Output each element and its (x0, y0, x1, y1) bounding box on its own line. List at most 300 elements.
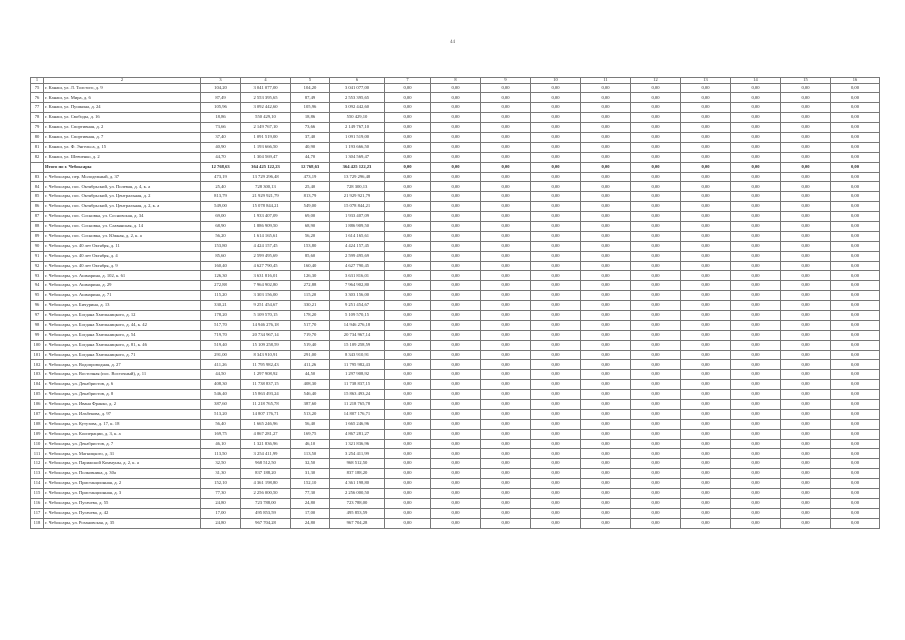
zero-value-cell: 0,00 (631, 202, 681, 212)
zero-value-cell: 0,00 (385, 340, 431, 350)
table-row (31, 182, 880, 192)
zero-value-cell: 0,00 (385, 271, 431, 281)
table-row (31, 251, 880, 261)
zero-value-cell: 0,00 (581, 83, 631, 93)
value-cell: 5 109 570,15 (330, 310, 385, 320)
value-cell: 4 627 790,45 (330, 261, 385, 271)
value-cell: 967 704,28 (330, 518, 385, 528)
zero-value-cell: 0,00 (631, 459, 681, 469)
zero-value-cell: 0,00 (731, 400, 781, 410)
zero-value-cell: 0,00 (681, 380, 731, 390)
value-cell: 473,19 (201, 172, 241, 182)
table-body (31, 78, 880, 529)
zero-value-cell: 0,00 (831, 459, 880, 469)
zero-value-cell: 0,00 (431, 192, 481, 202)
zero-value-cell: 0,00 (481, 152, 531, 162)
address-cell: г. Чебоксары, ул. Декабристов, д. 6 (44, 380, 201, 390)
row-number: 85 (31, 192, 44, 202)
zero-value-cell: 0,00 (581, 380, 631, 390)
zero-value-cell: 0,00 (581, 202, 631, 212)
zero-value-cell: 0,00 (831, 350, 880, 360)
address-cell: г. Чебоксары, ул. Кутузова, д. 17, к. 18 (44, 419, 201, 429)
value-cell: 73,66 (201, 123, 241, 133)
zero-value-cell: 0,00 (531, 123, 581, 133)
zero-value-cell: 0,00 (581, 409, 631, 419)
zero-value-cell: 0,00 (731, 380, 781, 390)
zero-value-cell: 0,00 (831, 162, 880, 172)
row-number: 90 (31, 241, 44, 251)
zero-value-cell: 0,00 (431, 93, 481, 103)
zero-value-cell: 0,00 (481, 479, 531, 489)
zero-value-cell: 0,00 (831, 231, 880, 241)
zero-value-cell: 0,00 (781, 152, 831, 162)
address-cell: г. Чебоксары, ул. Ильбекова, д. 97 (44, 409, 201, 419)
zero-value-cell: 0,00 (481, 103, 531, 113)
address-cell: г. Чебоксары, ул. Восточная (пос. Восточный), д. 11 (44, 370, 201, 380)
zero-value-cell: 0,00 (631, 93, 681, 103)
row-number: 76 (31, 93, 44, 103)
value-cell: 968 512,50 (330, 459, 385, 469)
zero-value-cell: 0,00 (531, 93, 581, 103)
row-number: 79 (31, 123, 44, 133)
zero-value-cell: 0,00 (831, 409, 880, 419)
value-cell: 169,75 (291, 429, 330, 439)
zero-value-cell: 0,00 (385, 449, 431, 459)
zero-value-cell: 0,00 (831, 221, 880, 231)
address-cell: г. Чебоксары, ул. Ашмарина, д. 102, к. 61 (44, 271, 201, 281)
value-cell: 160,40 (291, 261, 330, 271)
zero-value-cell: 0,00 (581, 508, 631, 518)
zero-value-cell: 0,00 (731, 360, 781, 370)
zero-value-cell: 0,00 (781, 330, 831, 340)
table-row (31, 439, 880, 449)
value-cell: 31,30 (291, 469, 330, 479)
zero-value-cell: 0,00 (481, 360, 531, 370)
zero-value-cell: 0,00 (581, 479, 631, 489)
table-row (31, 301, 880, 311)
zero-value-cell: 0,00 (731, 83, 781, 93)
zero-value-cell: 0,00 (731, 489, 781, 499)
row-number: 89 (31, 231, 44, 241)
zero-value-cell: 0,00 (581, 281, 631, 291)
table-row (31, 459, 880, 469)
zero-value-cell: 0,00 (531, 172, 581, 182)
value-cell: 1 297 908,92 (241, 370, 291, 380)
zero-value-cell: 0,00 (581, 390, 631, 400)
table-row (31, 409, 880, 419)
value-cell: 77,30 (201, 489, 241, 499)
zero-value-cell: 0,00 (831, 241, 880, 251)
address-cell: г. Канаш, ул. Мира, д. 6 (44, 93, 201, 103)
zero-value-cell: 0,00 (681, 192, 731, 202)
column-header: 10 (531, 78, 581, 84)
zero-value-cell: 0,00 (431, 489, 481, 499)
zero-value-cell: 0,00 (831, 152, 880, 162)
zero-value-cell: 0,00 (431, 390, 481, 400)
zero-value-cell: 0,00 (581, 123, 631, 133)
value-cell: 24,80 (291, 498, 330, 508)
zero-value-cell: 0,00 (631, 291, 681, 301)
address-cell: г. Чебоксары, ул. Кооперации, д. 3, к. а (44, 429, 201, 439)
zero-value-cell: 0,00 (531, 291, 581, 301)
zero-value-cell: 0,00 (731, 152, 781, 162)
zero-value-cell: 0,00 (731, 162, 781, 172)
zero-value-cell: 0,00 (681, 142, 731, 152)
total-row (31, 162, 880, 172)
zero-value-cell: 0,00 (581, 439, 631, 449)
value-cell: 56,20 (291, 231, 330, 241)
value-cell: 2 256 000,50 (330, 489, 385, 499)
value-cell: 9 251 454,67 (330, 301, 385, 311)
value-cell: 15 109 258,59 (330, 340, 385, 350)
value-cell: 11 218 765,78 (241, 400, 291, 410)
zero-value-cell: 0,00 (731, 113, 781, 123)
column-header: 5 (291, 78, 330, 84)
zero-value-cell: 0,00 (681, 212, 731, 222)
zero-value-cell: 0,00 (385, 518, 431, 528)
address-cell: г. Чебоксары, ул. Декабристов, д. 8 (44, 390, 201, 400)
row-number: 96 (31, 301, 44, 311)
row-number: 107 (31, 409, 44, 419)
value-cell: 69,00 (201, 212, 241, 222)
zero-value-cell: 0,00 (631, 400, 681, 410)
zero-value-cell: 0,00 (581, 489, 631, 499)
zero-value-cell: 0,00 (481, 182, 531, 192)
row-number: 113 (31, 469, 44, 479)
zero-value-cell: 0,00 (531, 400, 581, 410)
zero-value-cell: 0,00 (531, 439, 581, 449)
zero-value-cell: 0,00 (681, 202, 731, 212)
zero-value-cell: 0,00 (731, 93, 781, 103)
zero-value-cell: 0,00 (631, 261, 681, 271)
value-cell: 3 303 156,00 (241, 291, 291, 301)
row-number: 84 (31, 182, 44, 192)
value-cell: 519,40 (201, 340, 241, 350)
address-cell: г. Чебоксары, ул. Богдана Хмельницкого, д. 12 (44, 310, 201, 320)
zero-value-cell: 0,00 (385, 370, 431, 380)
zero-value-cell: 0,00 (781, 162, 831, 172)
zero-value-cell: 0,00 (531, 202, 581, 212)
zero-value-cell: 0,00 (431, 459, 481, 469)
address-cell: г. Канаш, ул. Шевченко, д. 2 (44, 152, 201, 162)
value-cell: 31,30 (201, 469, 241, 479)
zero-value-cell: 0,00 (431, 340, 481, 350)
zero-value-cell: 0,00 (385, 123, 431, 133)
zero-value-cell: 0,00 (581, 162, 631, 172)
value-cell: 46,10 (291, 439, 330, 449)
zero-value-cell: 0,00 (731, 350, 781, 360)
zero-value-cell: 0,00 (631, 350, 681, 360)
zero-value-cell: 0,00 (581, 469, 631, 479)
zero-value-cell: 0,00 (481, 370, 531, 380)
column-header: 1 (31, 78, 44, 84)
zero-value-cell: 0,00 (731, 479, 781, 489)
zero-value-cell: 0,00 (431, 142, 481, 152)
value-cell: 364 425 122,23 (330, 162, 385, 172)
zero-value-cell: 0,00 (385, 419, 431, 429)
table-row (31, 271, 880, 281)
zero-value-cell: 0,00 (481, 202, 531, 212)
zero-value-cell: 0,00 (831, 172, 880, 182)
value-cell: 37,40 (201, 132, 241, 142)
column-header: 9 (481, 78, 531, 84)
value-cell: 152,10 (201, 479, 241, 489)
zero-value-cell: 0,00 (731, 508, 781, 518)
page-number: 44 (450, 40, 455, 45)
value-cell: 14 807 176,71 (330, 409, 385, 419)
zero-value-cell: 0,00 (731, 123, 781, 133)
value-cell: 44,70 (291, 152, 330, 162)
zero-value-cell: 0,00 (531, 231, 581, 241)
zero-value-cell: 0,00 (681, 172, 731, 182)
zero-value-cell: 0,00 (731, 301, 781, 311)
zero-value-cell: 0,00 (481, 113, 531, 123)
value-cell: 126,30 (201, 271, 241, 281)
zero-value-cell: 0,00 (831, 291, 880, 301)
zero-value-cell: 0,00 (431, 291, 481, 301)
zero-value-cell: 0,00 (481, 93, 531, 103)
zero-value-cell: 0,00 (781, 271, 831, 281)
zero-value-cell: 0,00 (385, 103, 431, 113)
zero-value-cell: 0,00 (831, 310, 880, 320)
address-cell: г. Чебоксары, пос. Сосновка, ул. Сосновская, д. 34 (44, 212, 201, 222)
zero-value-cell: 0,00 (581, 498, 631, 508)
zero-value-cell: 0,00 (781, 93, 831, 103)
zero-value-cell: 0,00 (681, 330, 731, 340)
value-cell: 387,60 (291, 400, 330, 410)
value-cell: 113,50 (201, 449, 241, 459)
row-number: 88 (31, 221, 44, 231)
zero-value-cell: 0,00 (781, 221, 831, 231)
table-row (31, 330, 880, 340)
zero-value-cell: 0,00 (431, 508, 481, 518)
zero-value-cell: 0,00 (581, 459, 631, 469)
zero-value-cell: 0,00 (831, 489, 880, 499)
value-cell: 32,50 (201, 459, 241, 469)
value-cell: 178,20 (291, 310, 330, 320)
zero-value-cell: 0,00 (731, 271, 781, 281)
value-cell: 3 041 077,00 (241, 83, 291, 93)
address-cell: г. Канаш, ул. Свободы, д. 16 (44, 113, 201, 123)
table-row (31, 231, 880, 241)
zero-value-cell: 0,00 (631, 508, 681, 518)
value-cell: 387,60 (201, 400, 241, 410)
value-cell: 728 300,13 (241, 182, 291, 192)
address-cell: Итого по г. Чебоксары (44, 162, 201, 172)
zero-value-cell: 0,00 (681, 103, 731, 113)
zero-value-cell: 0,00 (481, 390, 531, 400)
zero-value-cell: 0,00 (431, 182, 481, 192)
row-number: 108 (31, 419, 44, 429)
zero-value-cell: 0,00 (385, 291, 431, 301)
zero-value-cell: 0,00 (531, 221, 581, 231)
zero-value-cell: 0,00 (781, 459, 831, 469)
value-cell: 546,40 (291, 390, 330, 400)
value-cell: 364 425 122,23 (241, 162, 291, 172)
zero-value-cell: 0,00 (481, 261, 531, 271)
zero-value-cell: 0,00 (385, 162, 431, 172)
value-cell: 411,26 (201, 360, 241, 370)
address-cell: г. Чебоксары, ул. Богдана Хмельницкого, д. 81, к. 46 (44, 340, 201, 350)
zero-value-cell: 0,00 (531, 162, 581, 172)
table-row (31, 400, 880, 410)
zero-value-cell: 0,00 (385, 182, 431, 192)
table-row (31, 449, 880, 459)
value-cell: 18,86 (291, 113, 330, 123)
address-cell: г. Чебоксары, ул. Пристанционная, д. 3 (44, 489, 201, 499)
table-row (31, 489, 880, 499)
zero-value-cell: 0,00 (681, 320, 731, 330)
value-cell: 153,80 (201, 241, 241, 251)
address-cell: г. Чебоксары, ул. Парижской Коммуны, д. 2, к. а (44, 459, 201, 469)
zero-value-cell: 0,00 (681, 291, 731, 301)
zero-value-cell: 0,00 (631, 172, 681, 182)
address-cell: г. Чебоксары, пос. Октябрьский, ул. Центральная, д. 2, к. а (44, 202, 201, 212)
zero-value-cell: 0,00 (531, 489, 581, 499)
zero-value-cell: 0,00 (731, 142, 781, 152)
column-header: 4 (241, 78, 291, 84)
table-row (31, 93, 880, 103)
zero-value-cell: 0,00 (385, 380, 431, 390)
row-number: 114 (31, 479, 44, 489)
value-cell: 8 343 910,91 (330, 350, 385, 360)
zero-value-cell: 0,00 (781, 103, 831, 113)
zero-value-cell: 0,00 (431, 429, 481, 439)
value-cell: 11 795 982,43 (330, 360, 385, 370)
zero-value-cell: 0,00 (385, 202, 431, 212)
zero-value-cell: 0,00 (531, 390, 581, 400)
zero-value-cell: 0,00 (385, 508, 431, 518)
value-cell: 24,80 (201, 518, 241, 528)
column-header: 14 (731, 78, 781, 84)
zero-value-cell: 0,00 (431, 320, 481, 330)
zero-value-cell: 0,00 (781, 142, 831, 152)
zero-value-cell: 0,00 (631, 123, 681, 133)
zero-value-cell: 0,00 (531, 103, 581, 113)
value-cell: 1 321 836,96 (330, 439, 385, 449)
table-row (31, 508, 880, 518)
zero-value-cell: 0,00 (731, 231, 781, 241)
value-cell: 14 946 276,18 (241, 320, 291, 330)
zero-value-cell: 0,00 (481, 350, 531, 360)
value-cell: 7 964 902,80 (241, 281, 291, 291)
value-cell: 549,00 (201, 202, 241, 212)
table-row (31, 113, 880, 123)
value-cell: 17,00 (201, 508, 241, 518)
row-number (31, 162, 44, 172)
zero-value-cell: 0,00 (631, 330, 681, 340)
zero-value-cell: 0,00 (531, 429, 581, 439)
zero-value-cell: 0,00 (531, 449, 581, 459)
zero-value-cell: 0,00 (581, 182, 631, 192)
zero-value-cell: 0,00 (385, 142, 431, 152)
address-cell: г. Чебоксары, ул. Пугачева, д. 55 (44, 498, 201, 508)
value-cell: 44,70 (201, 152, 241, 162)
address-cell: г. Канаш, ул. Пушкина, д. 24 (44, 103, 201, 113)
value-cell: 15 109 258,59 (241, 340, 291, 350)
value-cell: 546,40 (201, 390, 241, 400)
zero-value-cell: 0,00 (581, 400, 631, 410)
zero-value-cell: 0,00 (385, 192, 431, 202)
row-number: 83 (31, 172, 44, 182)
zero-value-cell: 0,00 (431, 202, 481, 212)
zero-value-cell: 0,00 (731, 429, 781, 439)
zero-value-cell: 0,00 (481, 340, 531, 350)
zero-value-cell: 0,00 (681, 182, 731, 192)
zero-value-cell: 0,00 (631, 498, 681, 508)
zero-value-cell: 0,00 (581, 152, 631, 162)
zero-value-cell: 0,00 (781, 241, 831, 251)
zero-value-cell: 0,00 (431, 400, 481, 410)
zero-value-cell: 0,00 (781, 469, 831, 479)
value-cell: 550 429,10 (330, 113, 385, 123)
zero-value-cell: 0,00 (531, 261, 581, 271)
zero-value-cell: 0,00 (431, 123, 481, 133)
value-cell: 87,49 (291, 93, 330, 103)
zero-value-cell: 0,00 (781, 400, 831, 410)
address-cell: г. Чебоксары, ул. Магницкого, д. 31 (44, 449, 201, 459)
zero-value-cell: 0,00 (681, 123, 731, 133)
row-number: 98 (31, 320, 44, 330)
zero-value-cell: 0,00 (481, 459, 531, 469)
value-cell: 495 853,59 (330, 508, 385, 518)
zero-value-cell: 0,00 (731, 390, 781, 400)
zero-value-cell: 0,00 (731, 251, 781, 261)
zero-value-cell: 0,00 (831, 271, 880, 281)
row-number: 94 (31, 281, 44, 291)
zero-value-cell: 0,00 (385, 400, 431, 410)
zero-value-cell: 0,00 (481, 518, 531, 528)
address-cell: г. Чебоксары, ул. Водопроводная, д. 27 (44, 360, 201, 370)
zero-value-cell: 0,00 (431, 221, 481, 231)
value-cell: 21 929 921,79 (330, 192, 385, 202)
zero-value-cell: 0,00 (681, 489, 731, 499)
zero-value-cell: 0,00 (631, 142, 681, 152)
value-cell: 160,40 (201, 261, 241, 271)
address-cell: г. Чебоксары, пос. Октябрьский, ул. Центральная, д. 2 (44, 192, 201, 202)
value-cell: 11 738 837,15 (241, 380, 291, 390)
table-row (31, 479, 880, 489)
zero-value-cell: 0,00 (431, 479, 481, 489)
zero-value-cell: 0,00 (431, 172, 481, 182)
value-cell: 25,40 (201, 182, 241, 192)
value-cell: 104,20 (291, 83, 330, 93)
value-cell: 291,00 (201, 350, 241, 360)
address-cell: г. Канаш, ул. Л. Толстого, д. 9 (44, 83, 201, 93)
address-cell: г. Чебоксары, ул. 40 лет Октября, д. 4 (44, 251, 201, 261)
zero-value-cell: 0,00 (681, 340, 731, 350)
value-cell: 3 631 816,01 (330, 271, 385, 281)
table-row (31, 192, 880, 202)
zero-value-cell: 0,00 (431, 152, 481, 162)
value-cell: 2 553 395,65 (241, 93, 291, 103)
zero-value-cell: 0,00 (431, 301, 481, 311)
column-header: 11 (581, 78, 631, 84)
zero-value-cell: 0,00 (631, 429, 681, 439)
zero-value-cell: 0,00 (631, 518, 681, 528)
zero-value-cell: 0,00 (581, 291, 631, 301)
table-row (31, 212, 880, 222)
value-cell: 3 631 816,01 (241, 271, 291, 281)
zero-value-cell: 0,00 (481, 301, 531, 311)
value-cell: 408,30 (291, 380, 330, 390)
zero-value-cell: 0,00 (831, 93, 880, 103)
value-cell: 513,20 (201, 409, 241, 419)
zero-value-cell: 0,00 (531, 310, 581, 320)
zero-value-cell: 0,00 (631, 449, 681, 459)
zero-value-cell: 0,00 (581, 132, 631, 142)
zero-value-cell: 0,00 (781, 301, 831, 311)
